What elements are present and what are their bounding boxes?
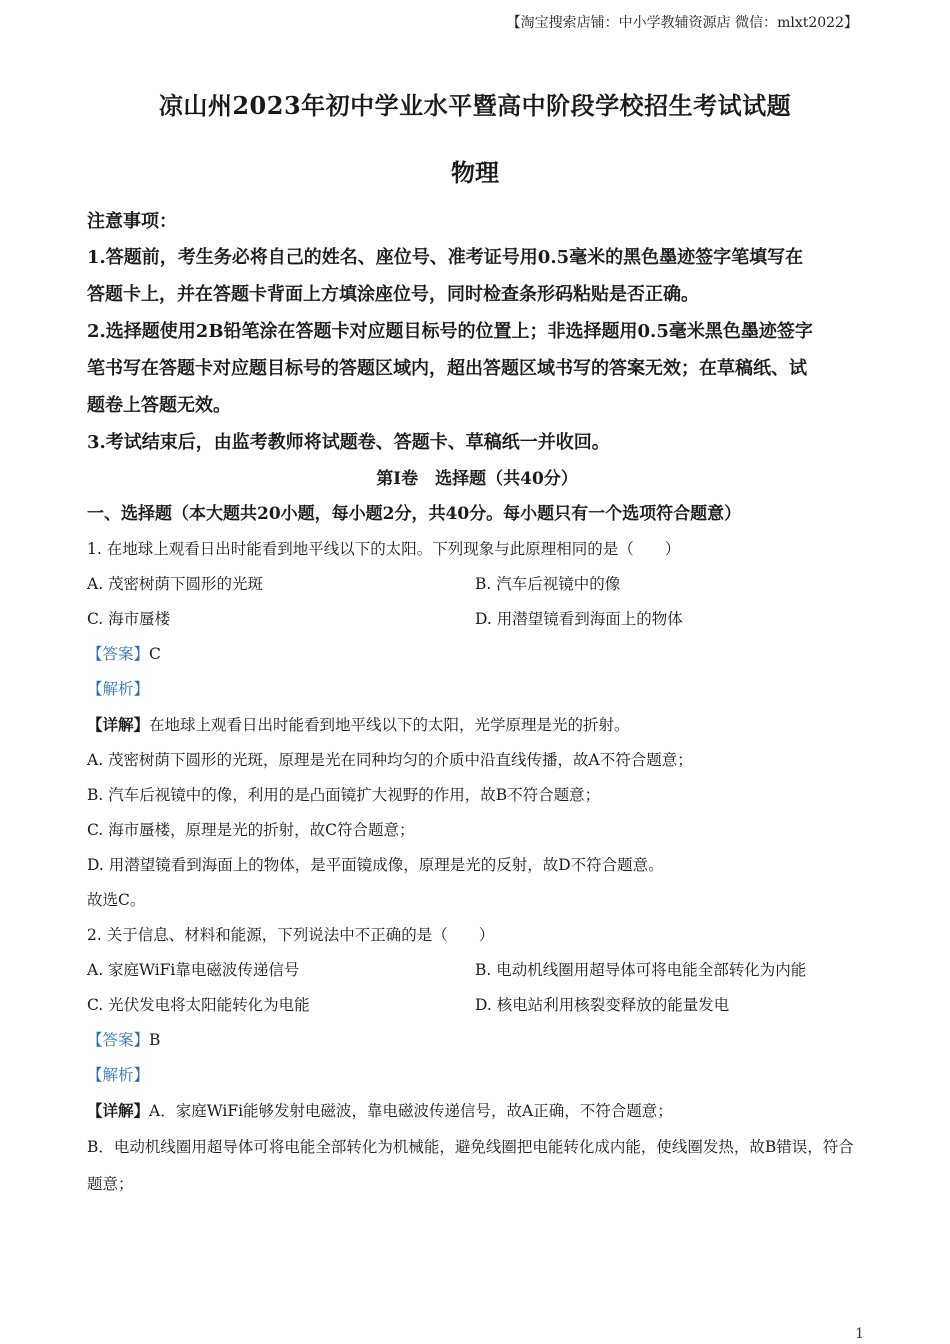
answer-label: 【答案】 <box>87 1031 150 1049</box>
exam-title: 凉山州2023年初中学业水平暨高中阶段学校招生考试试题 <box>158 91 792 120</box>
answer-value: C <box>149 645 161 663</box>
detail-text: 在地球上观看日出时能看到地平线以下的太阳，光学原理是光的折射。 <box>149 716 630 734</box>
detail-item: A. 茂密树荫下圆形的光斑，原理是光在同种均匀的介质中沿直线传播，故A不符合题意； <box>87 751 693 769</box>
answer-label: 【答案】 <box>87 645 150 663</box>
option-a: A. 茂密树荫下圆形的光斑 <box>87 575 264 593</box>
question-2-options-row-1 <box>87 953 867 988</box>
option-d: D. 核电站利用核裂变释放的能量发电 <box>475 996 730 1014</box>
option-d: D. 用潜望镜看到海面上的物体 <box>475 610 683 628</box>
answer-value: B <box>149 1031 161 1049</box>
notice-line: 答题卡上，并在答题卡背面上方填涂座位号，同时检查条形码粘贴是否正确。 <box>87 284 699 305</box>
analysis-label: 【解析】 <box>87 680 150 698</box>
analysis-label: 【解析】 <box>87 1066 150 1084</box>
detail-line <box>87 1093 867 1129</box>
page-number: 1 <box>855 1326 864 1342</box>
detail-text: A．家庭WiFi能够发射电磁波，靠电磁波传递信号，故A正确，不符合题意； <box>149 1102 673 1120</box>
detail-label: 【详解】 <box>87 715 150 734</box>
detail-item: C. 海市蜃楼，原理是光的折射，故C符合题意； <box>87 821 415 839</box>
answer-line <box>87 637 867 672</box>
answer-line <box>87 1023 867 1058</box>
notice-line: 笔书写在答题卡对应题目标号的答题区域内，超出答题区域书写的答案无效；在草稿纸、试 <box>87 358 807 379</box>
detail-item: B. 汽车后视镜中的像，利用的是凸面镜扩大视野的作用，故B不符合题意； <box>87 786 601 804</box>
main-content <box>87 205 867 1203</box>
option-b: B. 电动机线圈用超导体可将电能全部转化为内能 <box>475 961 807 979</box>
detail-label: 【详解】 <box>87 1101 150 1120</box>
detail-item: D. 用潜望镜看到海面上的物体，是平面镜成像，原理是光的反射，故D不符合题意。 <box>87 856 664 874</box>
header-note: 【淘宝搜索店铺：中小学教辅资源店 微信：mlxt2022】 <box>506 15 858 31</box>
question-1-stem: 1. 在地球上观看日出时能看到地平线以下的太阳。下列现象与此原理相同的是（ ） <box>87 540 681 558</box>
option-c: C. 海市蜃楼 <box>87 610 171 628</box>
option-c: C. 光伏发电将太阳能转化为电能 <box>87 996 310 1014</box>
question-2-options-row-2 <box>87 988 867 1023</box>
section-title: 一、选择题（本大题共20小题，每小题2分，共40分。每小题只有一个选项符合题意） <box>87 504 742 524</box>
analysis-line <box>87 1058 867 1093</box>
part-title: 第Ⅰ卷 选择题（共40分） <box>376 469 578 489</box>
detail-item: B．电动机线圈用超导体可将电能全部转化为机械能，避免线圈把电能转化成内能，使线圈发热，故B错误，符合题意； <box>87 1138 854 1193</box>
question-1-options-row-2 <box>87 602 867 637</box>
notice-line: 2.选择题使用2B铅笔涂在答题卡对应题目标号的位置上；非选择题用0.5毫米黑色墨迹签字 <box>87 321 813 342</box>
conclusion: 故选C。 <box>87 891 146 909</box>
question-1-options-row-1 <box>87 567 867 602</box>
analysis-line <box>87 672 867 707</box>
question-2-stem: 2. 关于信息、材料和能源，下列说法中不正确的是（ ） <box>87 926 495 944</box>
notice-line: 题卷上答题无效。 <box>87 395 231 416</box>
notice-line: 3.考试结束后，由监考教师将试题卷、答题卡、草稿纸一并收回。 <box>87 432 610 453</box>
notice-line: 1.答题前，考生务必将自己的姓名、座位号、准考证号用0.5毫米的黑色墨迹签字笔填写在 <box>87 247 804 268</box>
notice-heading: 注意事项： <box>87 211 177 232</box>
option-b: B. 汽车后视镜中的像 <box>475 575 621 593</box>
option-a: A. 家庭WiFi靠电磁波传递信号 <box>87 961 300 979</box>
subject-title: 物理 <box>451 158 499 187</box>
detail-line <box>87 707 867 743</box>
